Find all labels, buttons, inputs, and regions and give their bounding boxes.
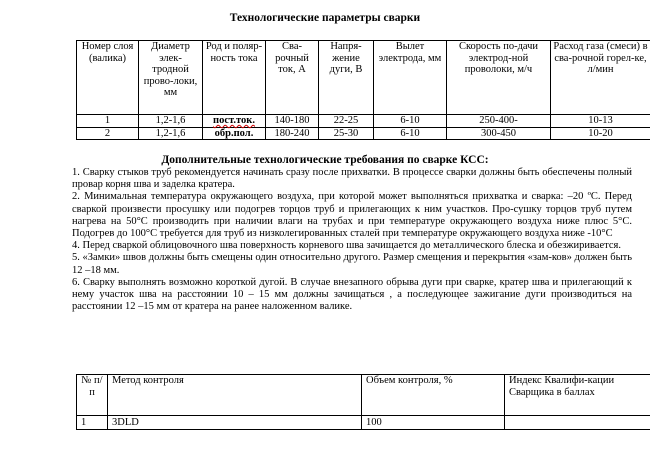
table-cell: 3DLD [108, 416, 362, 430]
table-cell: 2 [77, 127, 139, 140]
header-arc-voltage: Напря-жение дуги, В [319, 41, 374, 115]
header-control-method: Метод контроля [108, 375, 362, 416]
header-layer-number: Номер слоя (валика) [77, 41, 139, 115]
table-cell: 10-13 [551, 115, 650, 128]
table-cell: обр.пол. [203, 127, 266, 140]
header-wire-feed-speed: Скорость по-дачи электрод-ной проволоки, м/ч [447, 41, 551, 115]
document-title: Технологические параметры сварки [229, 12, 421, 24]
header-electrode-diameter: Диаметр элек-тродной прово-локи, мм [139, 41, 203, 115]
table-cell: 1 [77, 115, 139, 128]
header-control-volume: Объем контроля, % [362, 375, 505, 416]
table-cell: 250-400- [447, 115, 551, 128]
table-header-row [77, 41, 650, 115]
welding-parameters-table [76, 40, 650, 140]
table-header-row [77, 375, 650, 416]
table-row [77, 127, 650, 140]
table-cell [505, 416, 650, 430]
table-cell: 1,2-1,6 [139, 115, 203, 128]
table-cell: 1,2-1,6 [139, 127, 203, 140]
header-item-number: № п/п [77, 375, 108, 416]
table-cell: 6-10 [374, 127, 447, 140]
requirements-list [72, 167, 632, 313]
header-welding-current: Сва-рочный ток, А [266, 41, 319, 115]
table-row [77, 115, 650, 128]
quality-control-table [76, 374, 650, 430]
requirement-item: 4. Перед сваркой облицовочного шва поверхность корневого шва зачищается до металлического блеска и обезжиривается. [72, 240, 621, 252]
requirement-item: 1. Сварку стыков труб рекомендуется начинать сразу после прихватки. В процессе сварки должны быть обеспечены полный провар корня шва и заделка кратера. [72, 167, 632, 191]
table-row [77, 416, 650, 430]
header-current-polarity: Род и поляр-ность тока [203, 41, 266, 115]
table-cell: 300-450 [447, 127, 551, 140]
table-cell: 6-10 [374, 115, 447, 128]
header-electrode-stickout: Вылет электрода, мм [374, 41, 447, 115]
requirement-item: 6. Сварку выполнять возможно короткой дугой. В случае внезапного обрыва дуги при сварке, кратер шва и прилегающий к нему участок шва на расстоянии 10 – 15 мм должны зачищаться , а последующее зажигание дуги производиться на расстоянии 12 –15 мм от кратера на ранее наложенном валике. [72, 276, 632, 313]
header-gas-flow: Расход газа (смеси) в сва-рочной горел-ке, л/мин [551, 41, 650, 115]
requirements-title: Дополнительные технологические требования по сварке КСС: [161, 154, 489, 166]
table-cell: 180-240 [266, 127, 319, 140]
table-cell: пост.ток. [203, 115, 266, 128]
table-cell: 22-25 [319, 115, 374, 128]
table-cell: 10-20 [551, 127, 650, 140]
table-cell: 25-30 [319, 127, 374, 140]
table-cell: 140-180 [266, 115, 319, 128]
requirement-item: 2. Минимальная температура окружающего воздуха, при которой может выполняться прихватка и сварка: –20 ºС. Перед сваркой произвести просушку или подогрев торцов труб и прилегающих к ним участков. Про-сушку торцов труб путем нагрева на 50°С производить при наличии влаги на трубах и при температуре окружающего воздуха ниже плюс 5°С. Подогрев до 100°С требуется для труб из низколегированных сталей при температуре окружающего воздуха ниже -10°С [72, 191, 632, 240]
table-cell: 100 [362, 416, 505, 430]
header-welder-qualification: Индекс Квалифи-кации Сварщика в баллах [505, 375, 650, 416]
requirement-item: 5. «Замки» швов должны быть смещены один относительно другого. Размер смещения и перекрытия «зам-ков» должен быть 12 –18 мм. [72, 252, 632, 276]
table-cell: 1 [77, 416, 108, 430]
